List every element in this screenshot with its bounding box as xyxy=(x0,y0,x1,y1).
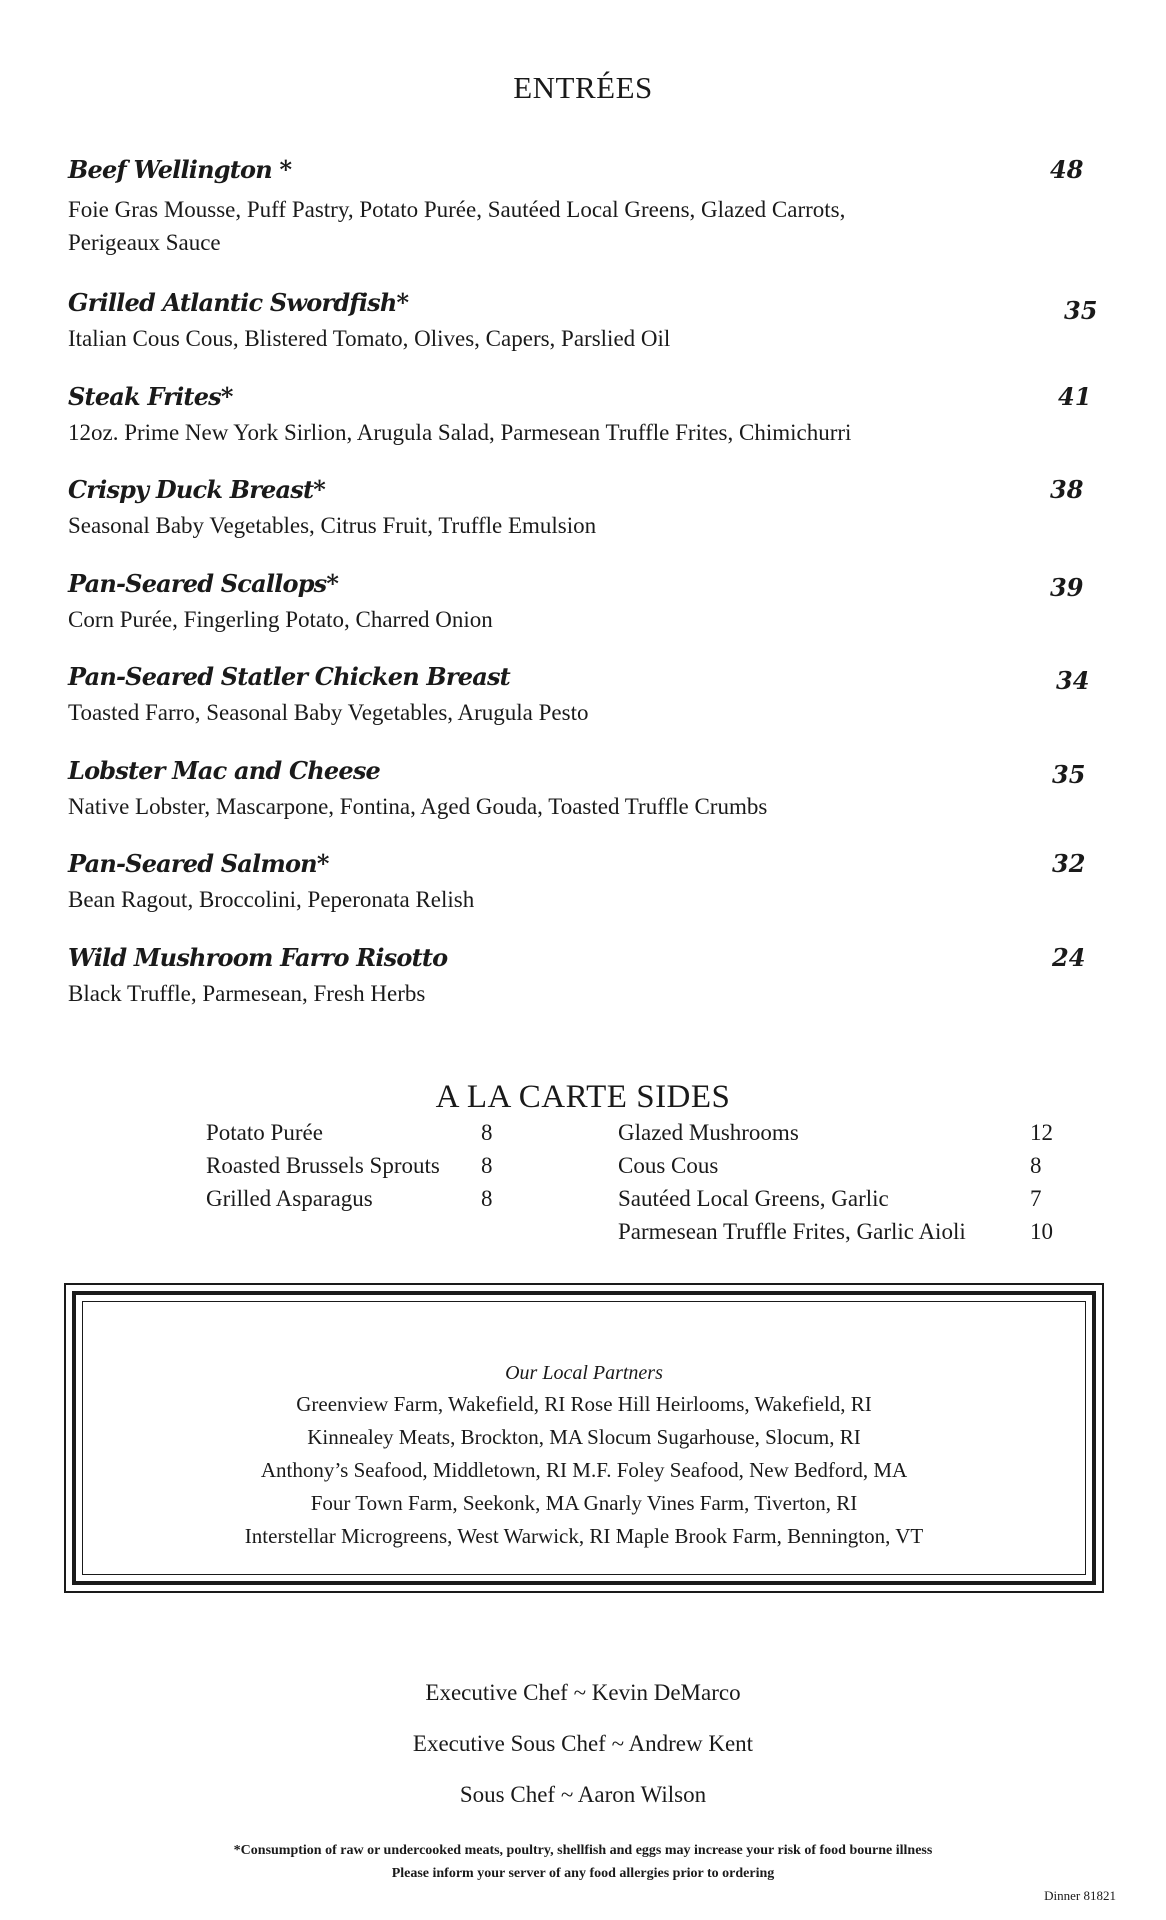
entree-description: Italian Cous Cous, Blistered Tomato, Olives, Capers, Parslied Oil xyxy=(68,326,671,351)
side-name: Grilled Asparagus xyxy=(206,1186,373,1211)
partners-line: Anthony’s Seafood, Middletown, RI M.F. Foley Seafood, New Bedford, MA xyxy=(260,1458,908,1482)
entree-item xyxy=(68,286,1098,355)
partners-border xyxy=(72,1291,1096,1585)
side-name: Cous Cous xyxy=(618,1153,719,1178)
partners-line: Kinnealey Meats, Brockton, MA Slocum Sugarhouse, Slocum, RI xyxy=(307,1425,861,1449)
side-name: Parmesean Truffle Frites, Garlic Aioli xyxy=(618,1219,966,1244)
side-price: 12 xyxy=(1030,1120,1053,1145)
side-item xyxy=(618,1116,1058,1149)
partners-box xyxy=(64,1283,1104,1593)
entree-description: Bean Ragout, Broccolini, Peperonata Relish xyxy=(68,887,475,912)
entree-price: 35 xyxy=(1064,296,1098,325)
executive-sous-chef: Executive Sous Chef ~ Andrew Kent xyxy=(412,1731,754,1756)
entree-price: 34 xyxy=(1056,666,1090,695)
entree-price: 32 xyxy=(1052,849,1086,878)
entree-price: 48 xyxy=(1050,155,1084,184)
entree-description: Native Lobster, Mascarpone, Fontina, Aged Gouda, Toasted Truffle Crumbs xyxy=(68,794,768,819)
sides-left-column xyxy=(206,1116,506,1215)
entree-item xyxy=(68,567,1098,636)
entree-item xyxy=(68,380,1098,449)
entree-description: Corn Purée, Fingerling Potato, Charred Onion xyxy=(68,607,493,632)
partners-line: Greenview Farm, Wakefield, RI Rose Hill Heirlooms, Wakefield, RI xyxy=(296,1392,872,1416)
entree-price: 38 xyxy=(1050,475,1084,504)
side-price: 10 xyxy=(1030,1219,1053,1244)
side-price: 8 xyxy=(481,1153,493,1178)
entree-name: Lobster Mac and Cheese xyxy=(68,756,381,785)
side-name: Potato Purée xyxy=(206,1120,323,1145)
entree-item xyxy=(68,847,1098,916)
partners-line: Interstellar Microgreens, West Warwick, RI Maple Brook Farm, Bennington, VT xyxy=(244,1524,924,1548)
side-price: 8 xyxy=(1030,1153,1042,1178)
entree-name: Crispy Duck Breast* xyxy=(68,475,326,504)
entree-description: Toasted Farro, Seasonal Baby Vegetables, Arugula Pesto xyxy=(68,700,589,725)
entree-price: 24 xyxy=(1052,943,1086,972)
entree-name: Pan-Seared Salmon* xyxy=(68,849,329,878)
disclaimer-line-2: Please inform your server of any food allergies prior to ordering xyxy=(391,1866,775,1881)
sous-chef: Sous Chef ~ Aaron Wilson xyxy=(459,1782,707,1807)
entree-item xyxy=(68,473,1098,542)
entree-name: Grilled Atlantic Swordfish* xyxy=(68,288,409,317)
executive-chef: Executive Chef ~ Kevin DeMarco xyxy=(425,1680,741,1705)
side-item xyxy=(618,1149,1058,1182)
side-name: Sautéed Local Greens, Garlic xyxy=(618,1186,889,1211)
entree-name: Beef Wellington * xyxy=(68,155,292,184)
entree-name: Pan-Seared Scallops* xyxy=(68,569,339,598)
entree-name: Wild Mushroom Farro Risotto xyxy=(68,943,448,972)
partners-inner-border xyxy=(82,1301,1086,1575)
entree-item xyxy=(68,754,1098,823)
sides-title: A LA CARTE SIDES xyxy=(435,1079,731,1115)
entree-name: Steak Frites* xyxy=(68,382,233,411)
sides-right-column xyxy=(618,1116,1058,1248)
entree-price: 41 xyxy=(1058,382,1092,411)
entree-description: Seasonal Baby Vegetables, Citrus Fruit, Truffle Emulsion xyxy=(68,513,597,538)
side-name: Roasted Brussels Sprouts xyxy=(206,1153,440,1178)
side-item xyxy=(206,1149,506,1182)
entree-description: 12oz. Prime New York Sirlion, Arugula Salad, Parmesean Truffle Frites, Chimichurri xyxy=(68,420,852,445)
side-price: 8 xyxy=(481,1120,493,1145)
side-item xyxy=(618,1182,1058,1215)
partners-heading: Our Local Partners xyxy=(505,1362,663,1384)
entree-item xyxy=(68,941,1098,1010)
disclaimer-line-1: *Consumption of raw or undercooked meats, poultry, shellfish and eggs may increase your risk of food bourne illness xyxy=(233,1843,933,1858)
side-name: Glazed Mushrooms xyxy=(618,1120,799,1145)
side-item xyxy=(206,1182,506,1215)
entree-description: Black Truffle, Parmesean, Fresh Herbs xyxy=(68,981,426,1006)
menu-code: Dinner 81821 xyxy=(1044,1888,1116,1903)
entree-item xyxy=(68,660,1098,729)
partners-line: Four Town Farm, Seekonk, MA Gnarly Vines Farm, Tiverton, RI xyxy=(310,1491,858,1515)
entree-price: 39 xyxy=(1050,573,1084,602)
entrees-title: ENTRÉES xyxy=(513,70,653,105)
side-item xyxy=(206,1116,506,1149)
side-price: 8 xyxy=(481,1186,493,1211)
entree-description: Foie Gras Mousse, Puff Pastry, Potato Purée, Sautéed Local Greens, Glazed Carrots, Perigeaux Sauce xyxy=(68,197,846,255)
entree-item xyxy=(68,153,1098,259)
side-price: 7 xyxy=(1030,1186,1042,1211)
entree-price: 35 xyxy=(1052,760,1086,789)
side-item xyxy=(618,1215,1058,1248)
entree-name: Pan-Seared Statler Chicken Breast xyxy=(68,662,510,691)
